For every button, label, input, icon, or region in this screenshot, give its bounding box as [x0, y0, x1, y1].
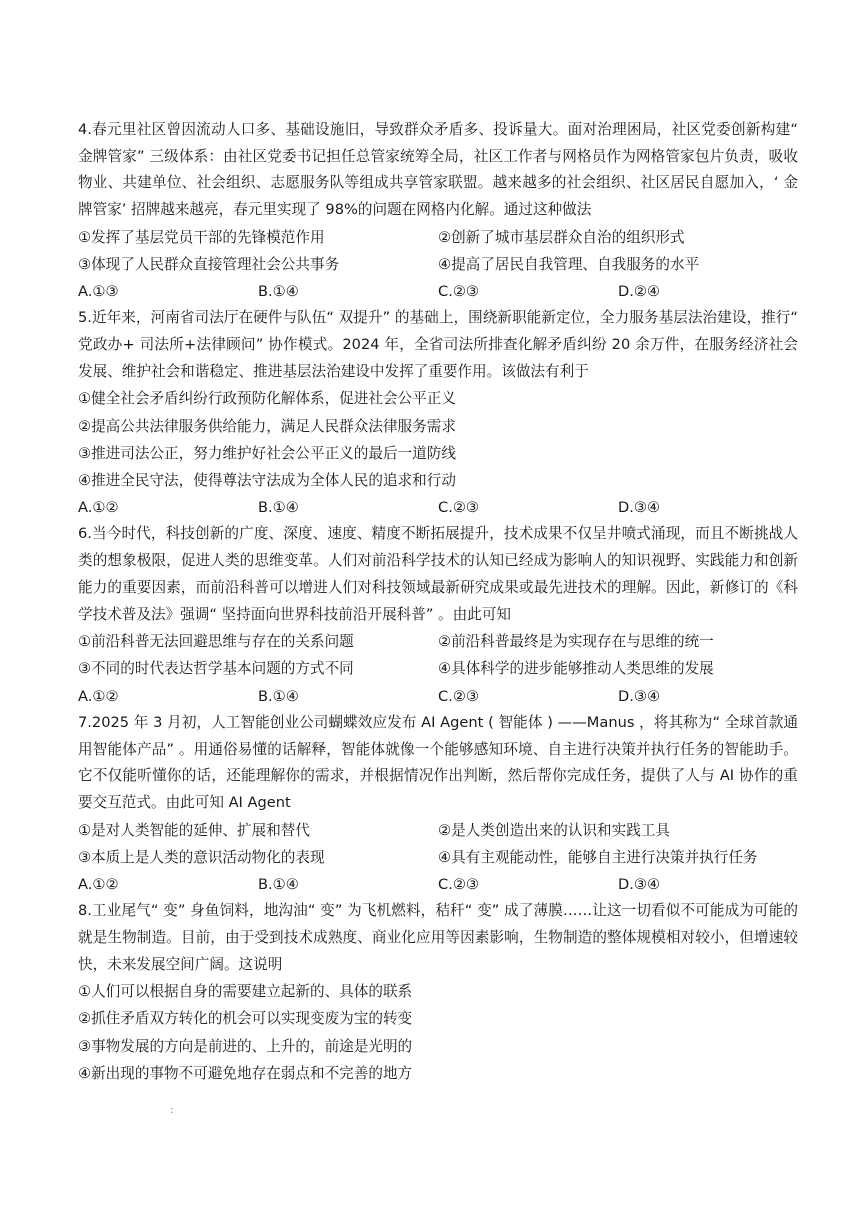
option-2: ②提高公共法律服务供给能力，满足人民群众法律服务需求 [78, 417, 456, 435]
question-stem: 8.工业尾气“ 变” 身鱼饲料，地沟油“ 变” 为飞机燃料，秸秆“ 变” 成了薄膜……让这一切看似不可能成为可能的就是生物制造。目前，由于受到技术成熟度、商业化应用等因素影响，生物制造的整体规模相对较小，但增速较快，未来发展空间广阔。这说明 [78, 902, 798, 973]
option-4: ④具体科学的进步能够推动人类思维的发展 [438, 660, 714, 678]
option-2: ②抓住矛盾双方转化的机会可以实现变废为宝的转变 [78, 1010, 413, 1028]
option-row [78, 844, 798, 871]
option-2: ②前沿科普最终是为实现存在与思维的统一 [438, 633, 714, 651]
option-3: ③本质上是人类的意识活动物化的表现 [78, 848, 325, 866]
option-3: ③不同的时代表达哲学基本问题的方式不同 [78, 660, 354, 678]
option-1: ①人们可以根据自身的需要建立起新的、具体的联系 [78, 983, 413, 1001]
choice-a: A.①② [78, 875, 119, 893]
question-stem: 5.近年来，河南省司法厅在硬件与队伍“ 双提升” 的基础上，围绕新职能新定位，全力服务基层法治建设，推行“ 党政办+ 司法所+法律顾问” 协作模式。2024 年，全省司法所排查化解矛盾纠纷 20 余万件，在服务经济社会发展、维护社会和谐稳定、推进基层法治建设中发挥了重要作用。该做法有利于 [78, 309, 798, 380]
option-3: ③体现了人民群众直接管理社会公共事务 [78, 256, 340, 273]
choice-c: C.②③ [438, 687, 479, 705]
option-1: ①健全社会矛盾纠纷行政预防化解体系，促进社会公平正义 [78, 390, 456, 408]
option-4: ④新出现的事物不可避免地存在弱点和不完善的地方 [78, 1064, 413, 1082]
option-4: ④提高了居民自我管理、自我服务的水平 [438, 256, 700, 273]
choice-a: A.①② [78, 499, 119, 517]
option-row [78, 224, 798, 251]
choice-c: C.②③ [438, 875, 479, 893]
choice-row [78, 871, 798, 898]
choice-d: D.③④ [618, 687, 661, 705]
question-stem: 6.当今时代，科技创新的广度、深度、速度、精度不断拓展提升，技术成果不仅呈井喷式涌现，而且不断挑战人类的想象极限，促进人类的思维变革。人们对前沿科学技术的认知已经成为影响人的知识视野、实践能力和创新能力的重要因素，而前沿科普可以增进人们对科技领域最新研究成果或最先进技术的理解。因此，新修订的《科学技术普及法》强调“ 坚持面向世界科技前沿开展科普” 。由此可知 [78, 525, 798, 623]
question-7 [78, 710, 798, 898]
question-list [78, 117, 798, 1087]
option-row [78, 817, 798, 844]
question-4 [78, 117, 798, 305]
option-4: ④推进全民守法，使得尊法守法成为全体人民的追求和行动 [78, 472, 456, 490]
choice-a: A.①③ [78, 283, 119, 301]
footer-mark: : [170, 1105, 174, 1116]
question-8 [78, 898, 798, 1087]
choice-row [78, 683, 798, 710]
choice-b: B.①④ [258, 875, 299, 893]
choice-c: C.②③ [438, 499, 479, 517]
choice-c: C.②③ [438, 283, 479, 301]
choice-b: B.①④ [258, 499, 299, 517]
option-1: ①前沿科普无法回避思维与存在的关系问题 [78, 633, 354, 651]
choice-a: A.①② [78, 687, 119, 705]
option-3: ③推进司法公正，努力维护好社会公平正义的最后一道防线 [78, 444, 456, 462]
choice-row [78, 278, 798, 305]
option-row [78, 655, 798, 682]
choice-d: D.②④ [618, 283, 661, 301]
option-row [78, 628, 798, 655]
question-stem: 4.春元里社区曾因流动人口多、基础设施旧，导致群众矛盾多、投诉量大。面对治理困局，社区党委创新构建“ 金牌管家” 三级体系：由社区党委书记担任总管家统筹全局，社区工作者与网格员作为网格管家包片负责，吸收物业、共建单位、社会组织、志愿服务队等组成共享管家联盟。越来越多的社会组织、社区居民自愿加入，‘ 金牌管家’ 招牌越来越亮，春元里实现了 98%的问题在网格内化解。通过这种做法 [78, 121, 798, 219]
option-2: ②是人类创造出来的认识和实践工具 [438, 821, 670, 839]
choice-b: B.①④ [258, 283, 299, 301]
option-row [78, 251, 798, 278]
question-5 [78, 305, 798, 521]
option-1: ①是对人类智能的延伸、扩展和替代 [78, 821, 310, 839]
choice-d: D.③④ [618, 499, 661, 517]
option-3: ③事物发展的方向是前进的、上升的，前途是光明的 [78, 1037, 413, 1055]
choice-row [78, 494, 798, 521]
option-4: ④具有主观能动性，能够自主进行决策并执行任务 [438, 848, 758, 866]
option-1: ①发挥了基层党员干部的先锋模范作用 [78, 228, 325, 246]
choice-b: B.①④ [258, 687, 299, 705]
question-6 [78, 521, 798, 709]
choice-d: D.③④ [618, 875, 661, 893]
option-2: ②创新了城市基层群众自治的组织形式 [438, 228, 685, 246]
question-stem: 7.2025 年 3 月初，人工智能创业公司蝴蝶效应发布 AI Agent ( 智能体 ) ——Manus ，将其称为“ 全球首款通用智能体产品” 。用通俗易懂的话解释，智能体就像一个能够感知环境、自主进行决策并执行任务的智能助手。它不仅能听懂你的话，还能理解你的需求，并根据情况作出判断，然后帮你完成任务，提供了人与 AI 协作的重要交互范式。由此可知 AI Agent [78, 713, 798, 811]
